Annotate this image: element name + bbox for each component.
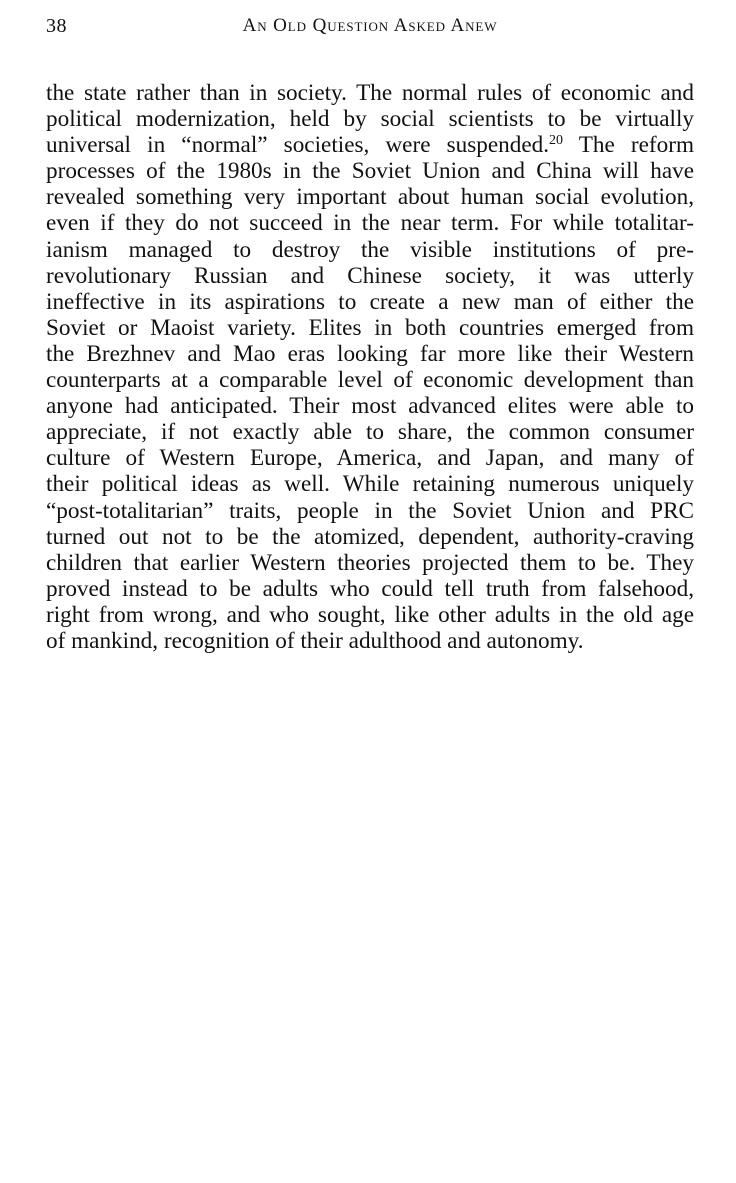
text-line-tail: The reform xyxy=(563,132,694,159)
text-line xyxy=(46,132,694,158)
text-line: ianism managed to destroy the visible institutions of pre- xyxy=(46,236,694,263)
text-line: the state rather than in society. The normal rules of economic and xyxy=(46,80,694,106)
running-head xyxy=(46,14,694,38)
text-line: of mankind, recognition of their adulthood and autonomy. xyxy=(46,627,584,654)
page-number: 38 xyxy=(46,15,67,37)
text-line-lead: universal in “normal” societies, were suspended. xyxy=(46,132,550,159)
running-title: An Old Question Asked Anew xyxy=(242,15,498,36)
text-line: culture of Western Europe, America, and Japan, and many of xyxy=(46,445,694,472)
text-line: children that earlier Western theories projected them to be. They xyxy=(46,549,694,576)
text-line: their political ideas as well. While retaining numerous uniquely xyxy=(46,471,694,498)
text-line: counterparts at a comparable level of economic development than xyxy=(46,367,694,394)
text-line: revolutionary Russian and Chinese society, it was utterly xyxy=(46,262,694,289)
text-line: turned out not to be the atomized, dependent, authority-craving xyxy=(46,523,694,550)
footnote-reference[interactable]: 20 xyxy=(549,133,564,149)
text-line: revealed something very important about human social evolution, xyxy=(46,184,694,211)
text-line: the Brezhnev and Mao eras looking far more like their Western xyxy=(46,340,694,367)
body-paragraph xyxy=(46,80,694,654)
text-line: anyone had anticipated. Their most advanced elites were able to xyxy=(46,393,694,420)
text-line: political modernization, held by social scientists to be virtually xyxy=(46,106,694,133)
text-line: proved instead to be adults who could tell truth from falsehood, xyxy=(46,575,694,602)
text-line: right from wrong, and who sought, like other adults in the old age xyxy=(46,601,694,628)
text-line: ineffective in its aspirations to create a new man of either the xyxy=(46,288,694,315)
text-line: processes of the 1980s in the Soviet Union and China will have xyxy=(46,158,694,185)
text-line: even if they do not succeed in the near term. For while totalitar- xyxy=(46,210,694,237)
text-line: “post-totalitarian” traits, people in the Soviet Union and PRC xyxy=(46,497,694,524)
text-line: Soviet or Maoist variety. Elites in both countries emerged from xyxy=(46,314,694,341)
text-line: appreciate, if not exactly able to share, the common consumer xyxy=(46,419,694,446)
